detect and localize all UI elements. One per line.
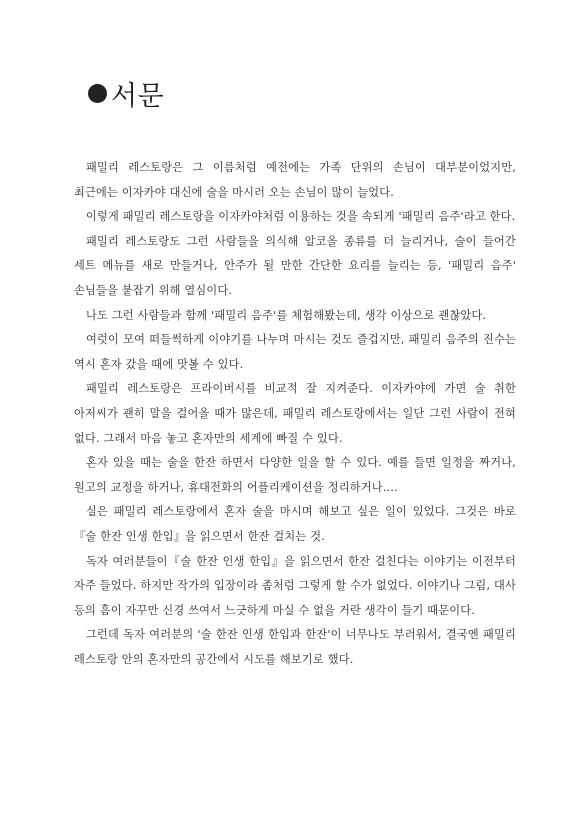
paragraph: 패밀리 레스토랑도 그런 사람들을 의식해 알코올 종류를 더 늘리거나, 술이 들어간 세트 메뉴를 새로 만들거나, 안주가 될 만한 간단한 요리를 늘리는 등, '패밀리 음주' 손님들을 붙잡기 위해 열심이다. <box>74 234 516 297</box>
paragraph: 그런데 독자 여러분의 '술 한잔 인생 한입과 한잔'이 너무나도 부러워서, 결국엔 패밀리 레스토랑 안의 혼자만의 공간에서 시도를 해보기로 했다. <box>74 628 516 666</box>
paragraph: 패밀리 레스토랑은 그 이름처럼 예전에는 가족 단위의 손님이 대부분이었지만, 최근에는 이자카야 대신에 술을 마시러 오는 손님이 많이 늘었다. <box>74 161 516 199</box>
paragraph: 여럿이 모여 떠들썩하게 이야기를 나누며 마시는 것도 즐겁지만, 패밀리 음주의 진수는 역시 혼자 갔을 때에 맛볼 수 있다. <box>74 333 516 371</box>
paragraph: 실은 패밀리 레스토랑에서 혼자 술을 마시며 해보고 싶은 일이 있었다. 그것은 바로『술 한잔 인생 한입』을 읽으면서 한잔 걸치는 것. <box>74 505 516 543</box>
paragraph: 혼자 있을 때는 술을 한잔 하면서 다양한 일을 할 수 있다. 예를 들면 일정을 짜거나, 원고의 교정을 하거나, 휴대전화의 어플리케이션을 정리하거나…. <box>74 456 516 494</box>
paragraph: 패밀리 레스토랑은 프라이버시를 비교적 잘 지켜준다. 이자카야에 가면 술 취한 아저씨가 괜히 말을 걸어올 때가 많은데, 패밀리 레스토랑에서는 일단 그런 사람이 전혀 없다. 그래서 마음 놓고 혼자만의 세계에 빠질 수 있다. <box>74 382 516 445</box>
paragraph: 나도 그런 사람들과 함께 '패밀리 음주'를 체험해봤는데, 생각 이상으로 괜찮았다. <box>86 308 487 322</box>
bullet-icon <box>88 84 107 103</box>
body-text <box>74 156 516 672</box>
paragraph: 독자 여러분들이『술 한잔 인생 한입』을 읽으면서 한잔 걸친다는 이야기는 이전부터 자주 들었다. 하지만 작가의 입장이라 좀처럼 그렇게 할 수가 없었다. 이야기나 그림, 대사 등의 흠이 자꾸만 신경 쓰여서 느긋하게 마실 수 없을 거란 생각이 들기 때문이다. <box>74 554 516 617</box>
heading-title: 서문 <box>111 81 165 112</box>
section-heading <box>88 74 164 113</box>
paragraph: 이렇게 패밀리 레스토랑을 이자카야처럼 이용하는 것을 속되게 '패밀리 음주'라고 한다. <box>86 210 516 224</box>
